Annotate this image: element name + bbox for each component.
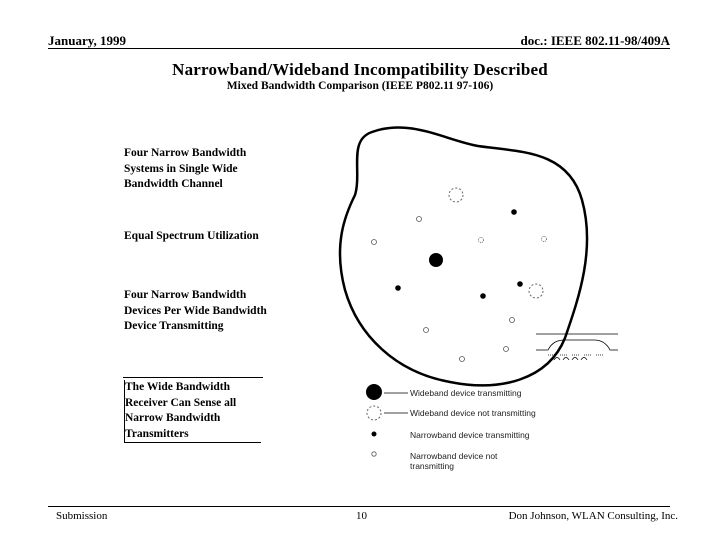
slide-title: Narrowband/Wideband Incompatibility Described	[172, 60, 548, 79]
wideband-idle-node	[529, 284, 543, 298]
legend-narrowband-transmitting-symbol	[372, 432, 377, 437]
paragraph-equal-spectrum: Equal Spectrum Utilization	[124, 230, 259, 242]
narrowband-idle-node	[504, 347, 509, 352]
header-date: January, 1999	[48, 33, 127, 48]
narrowband-idle-node	[542, 237, 547, 242]
legend-label-wideband-idle: Wideband device not transmitting	[410, 408, 536, 418]
paragraph-wideband-receiver-text: The Wide Bandwidth Receiver Can Sense all Narrow Bandwidth Transmitters	[125, 381, 237, 440]
narrowband-transmitting-node	[395, 285, 401, 291]
legend-narrowband-idle-symbol	[372, 452, 376, 456]
paragraph-four-narrow-systems: Four Narrow Bandwidth Systems in Single Wide Bandwidth Channel	[124, 147, 247, 190]
footer-submission: Submission	[56, 510, 108, 522]
legend-label-narrowband-idle: Narrowband device not transmitting	[410, 451, 498, 471]
spectrum-sketch	[536, 334, 618, 360]
legend-wideband-idle-symbol	[367, 406, 381, 420]
narrowband-idle-node	[424, 328, 429, 333]
legend-label-narrowband-transmitting: Narrowband device transmitting	[410, 430, 530, 440]
wideband-transmitting-node	[429, 253, 443, 267]
narrowband-idle-node	[372, 240, 377, 245]
narrowband-idle-node	[460, 357, 465, 362]
narrowband-transmitting-node	[480, 293, 486, 299]
narrowband-idle-node	[417, 217, 422, 222]
narrowband-idle-node	[510, 318, 515, 323]
wideband-idle-node	[449, 188, 463, 202]
header-doc-id: doc.: IEEE 802.11-98/409A	[520, 33, 670, 48]
legend-wideband-transmitting-symbol	[366, 384, 382, 400]
legend-label-wideband-transmitting: Wideband device transmitting	[410, 388, 522, 398]
narrowband-transmitting-node	[517, 281, 523, 287]
footer-author: Don Johnson, WLAN Consulting, Inc.	[508, 510, 678, 522]
paragraph-four-narrow-devices: Four Narrow Bandwidth Devices Per Wide Bandwidth Device Transmitting	[124, 289, 267, 332]
narrowband-idle-node	[479, 238, 484, 243]
footer-rule	[48, 506, 670, 507]
footer-page-number: 10	[356, 510, 367, 522]
slide-subtitle: Mixed Bandwidth Comparison (IEEE P802.11 97-106)	[226, 80, 494, 92]
narrowband-transmitting-node	[511, 209, 517, 215]
